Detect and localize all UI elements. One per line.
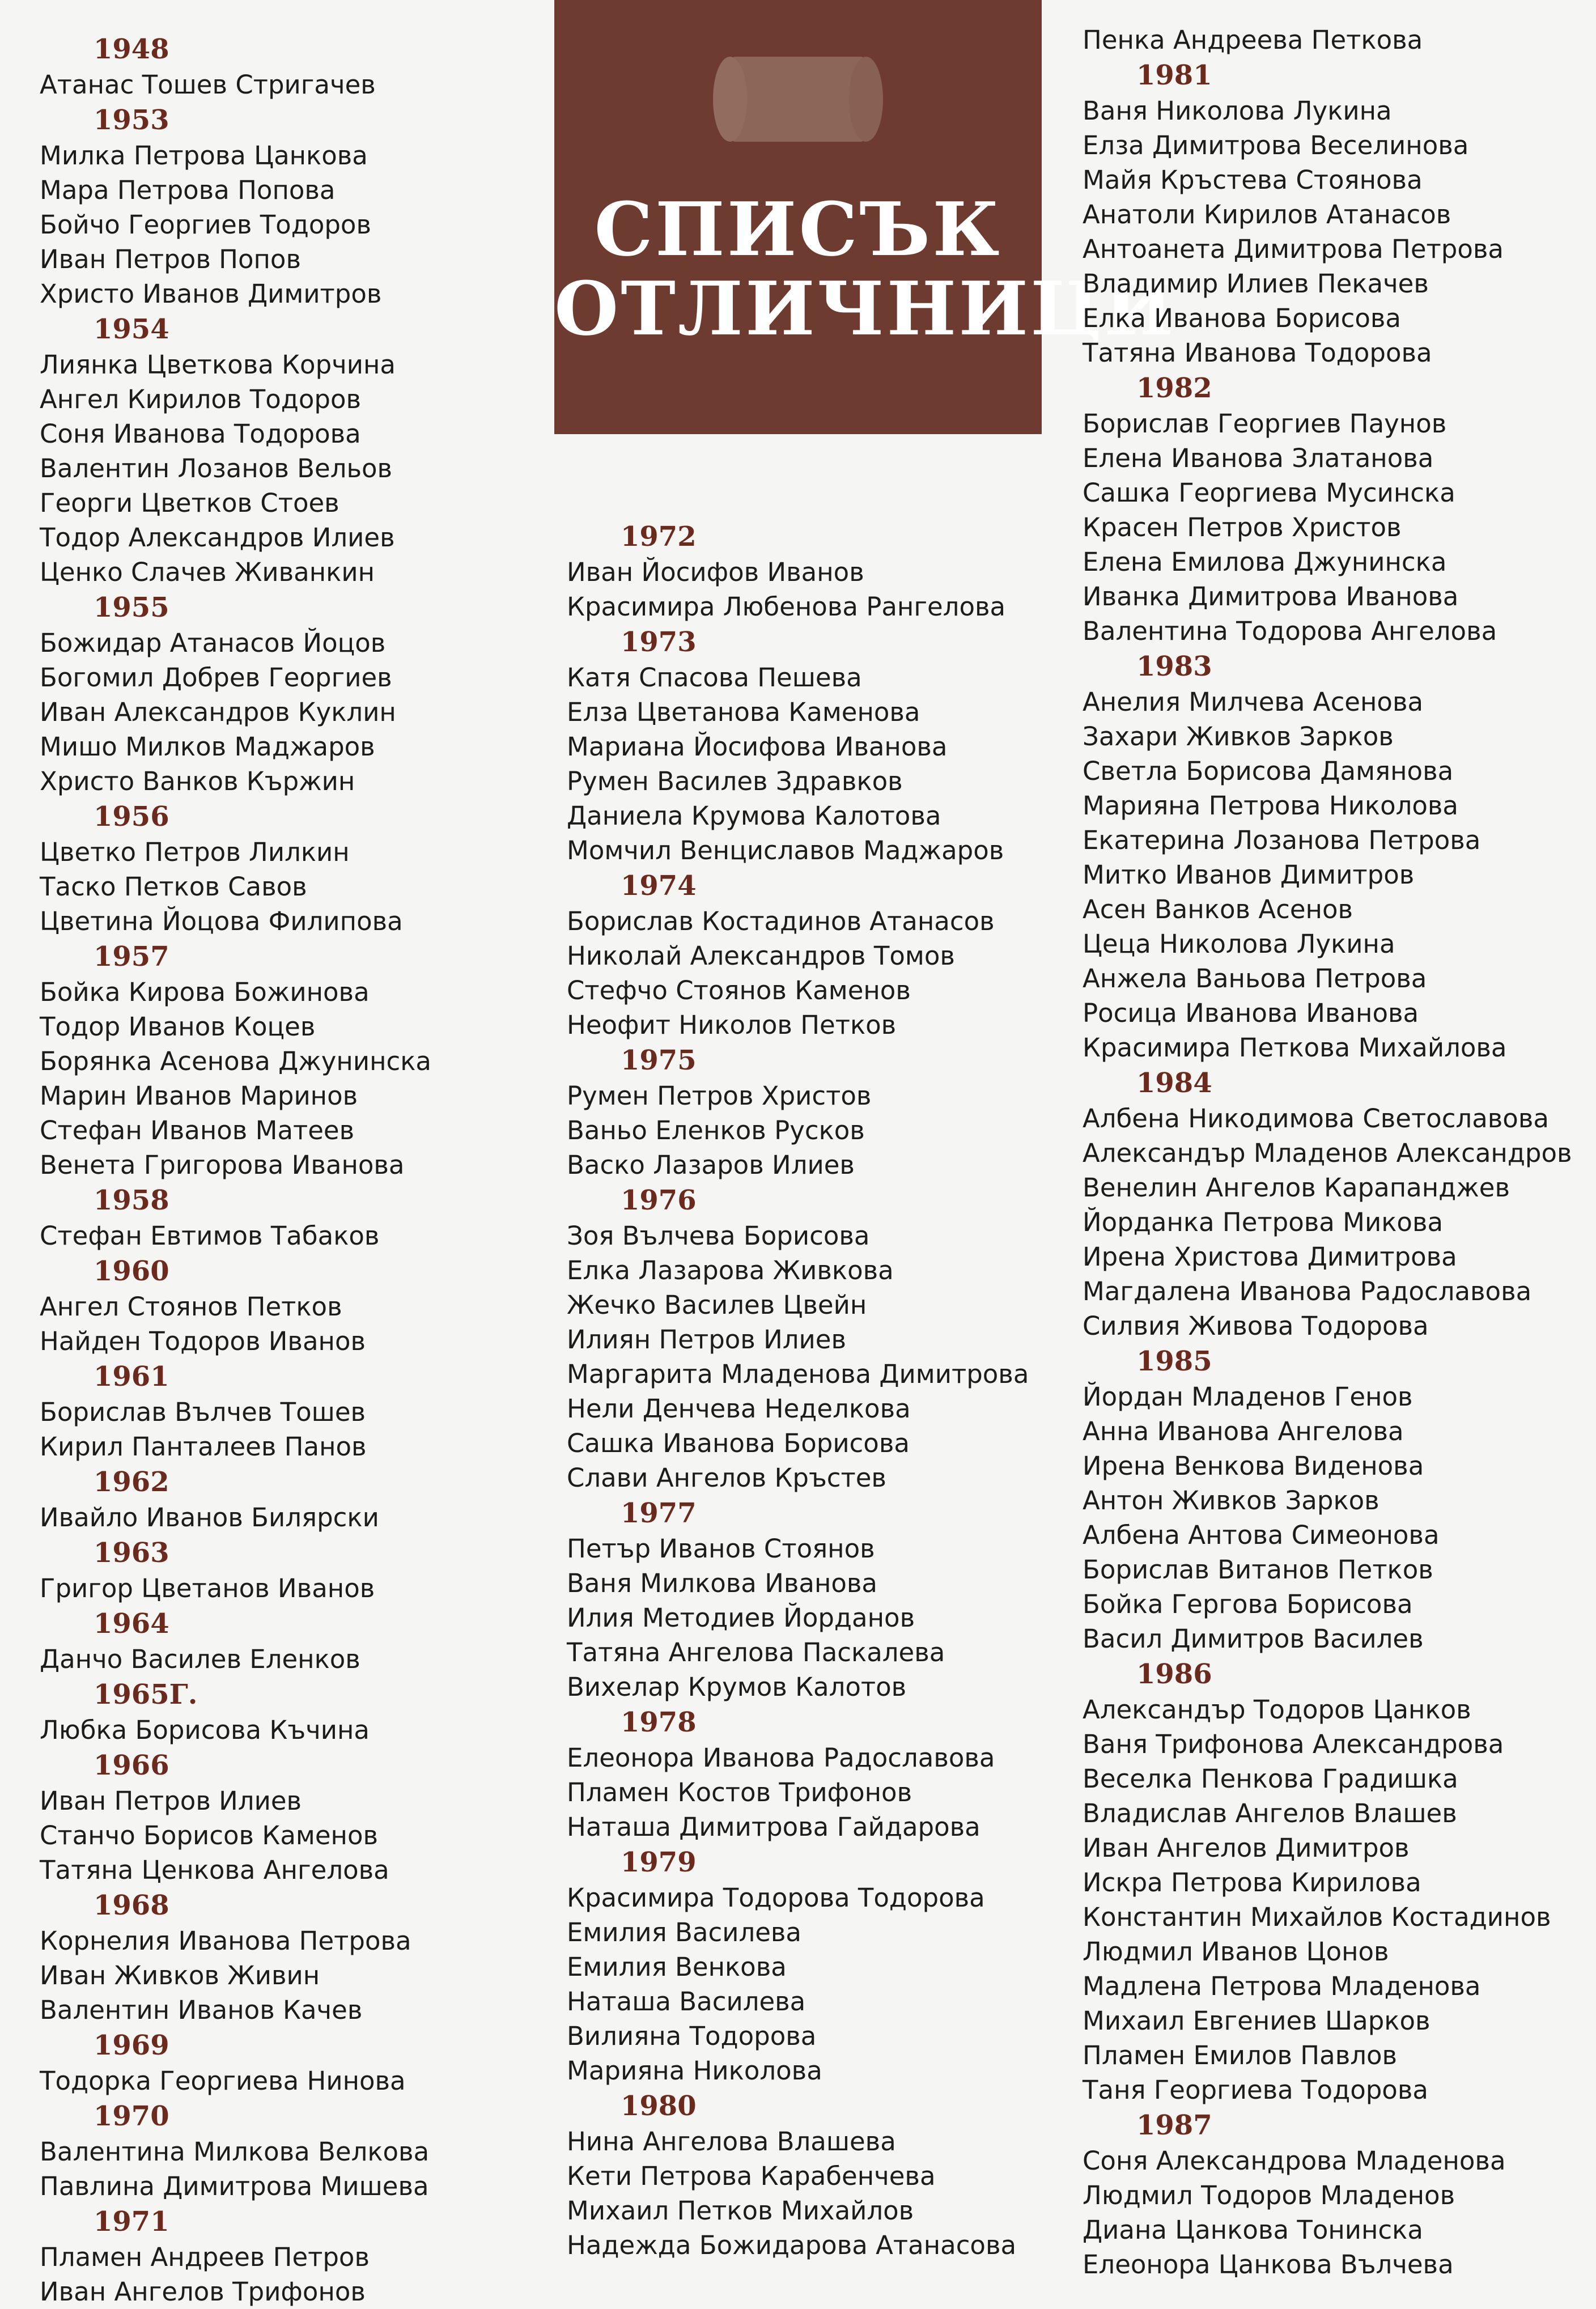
student-name: Ангел Стоянов Петков: [40, 1292, 342, 1322]
student-name: Цветко Петров Лилкин: [40, 837, 350, 867]
student-name: Бойка Кирова Божинова: [40, 977, 370, 1007]
student-name: Мадлена Петрова Младенова: [1083, 1971, 1481, 2001]
year-heading: 1966: [94, 1750, 169, 1781]
student-name: Александър Младенов Александров: [1083, 1138, 1572, 1168]
year-heading: 1948: [94, 33, 169, 65]
student-name: Елза Цветанова Каменова: [567, 697, 920, 727]
student-name: Силвия Живова Тодорова: [1083, 1311, 1429, 1341]
year-group: [1083, 2107, 1581, 2282]
student-name: Слави Ангелов Кръстев: [567, 1463, 886, 1493]
year-group: [40, 102, 550, 311]
year-heading: 1964: [94, 1608, 169, 1640]
student-name: Петър Иванов Стоянов: [567, 1534, 875, 1564]
year-heading: 1961: [94, 1361, 169, 1393]
student-name: Митко Иванов Димитров: [1083, 860, 1415, 890]
student-name: Людмил Тодоров Младенов: [1083, 2180, 1455, 2210]
student-name: Надежда Божидарова Атанасова: [567, 2230, 1017, 2260]
year-group: [40, 31, 550, 102]
year-heading: 1979: [621, 1847, 697, 1878]
student-name: Константин Михайлов Костадинов: [1083, 1902, 1551, 1932]
student-name: Анна Иванова Ангелова: [1083, 1416, 1404, 1446]
student-name: Борислав Георгиев Паунов: [1083, 409, 1447, 439]
student-name: Вилияна Тодорова: [567, 2021, 817, 2051]
year-group: [40, 2098, 550, 2204]
year-group: [1083, 1656, 1581, 2107]
student-name: Цеца Николова Лукина: [1083, 929, 1395, 959]
student-name: Ваня Николова Лукина: [1083, 96, 1392, 126]
student-name: Владислав Ангелов Влашев: [1083, 1798, 1457, 1828]
year-group: [40, 799, 550, 939]
year-heading: 1971: [94, 2206, 169, 2238]
student-name: Павлина Димитрова Мишева: [40, 2171, 429, 2201]
student-name: Стефан Иванов Матеев: [40, 1115, 355, 1145]
year-group: [567, 1495, 1066, 1704]
student-name: Светла Борисова Дамянова: [1083, 756, 1454, 786]
student-name: Красимира Любенова Рангелова: [567, 592, 1006, 622]
student-name: Румен Василев Здравков: [567, 766, 903, 796]
student-name: Антоанета Димитрова Петрова: [1083, 234, 1504, 264]
student-name: Лиянка Цветкова Корчина: [40, 350, 396, 380]
student-name: Магдалена Иванова Радославова: [1083, 1276, 1532, 1306]
student-name: Владимир Илиев Пекачев: [1083, 269, 1429, 299]
year-group: [40, 589, 550, 799]
year-group: [40, 1253, 550, 1359]
year-heading: 1976: [621, 1185, 697, 1216]
student-name: Валентина Тодорова Ангелова: [1083, 616, 1497, 646]
student-name: Пламен Андреев Петров: [40, 2242, 370, 2272]
year-group: [40, 1606, 550, 1676]
student-name: Ваньо Еленков Русков: [567, 1115, 865, 1145]
student-name: Ваня Милкова Иванова: [567, 1568, 877, 1598]
year-heading: 1987: [1136, 2109, 1212, 2141]
year-heading: 1977: [621, 1497, 697, 1529]
student-name: Стефан Евтимов Табаков: [40, 1221, 380, 1251]
student-name: Мариана Йосифова Иванова: [567, 732, 948, 762]
student-name: Валентина Милкова Велкова: [40, 2137, 430, 2167]
year-group: [567, 2088, 1066, 2263]
student-name: Марияна Петрова Николова: [1083, 791, 1459, 821]
student-name: Георги Цветков Стоев: [40, 488, 339, 518]
student-name: Тодор Иванов Коцев: [40, 1012, 316, 1042]
student-name: Елеонора Цанкова Вълчева: [1083, 2249, 1454, 2280]
student-name: Пламен Емилов Павлов: [1083, 2040, 1398, 2070]
student-name: Стефчо Стоянов Каменов: [567, 975, 911, 1005]
student-name: Данчо Василев Еленков: [40, 1644, 360, 1674]
student-name: Зоя Вълчева Борисова: [567, 1221, 870, 1251]
student-name: Анелия Милчева Асенова: [1083, 687, 1424, 717]
student-name: Елка Иванова Борисова: [1083, 303, 1401, 333]
student-name: Иван Йосифов Иванов: [567, 557, 864, 587]
student-name: Борислав Вълчев Тошев: [40, 1397, 366, 1427]
year-group: [567, 868, 1066, 1042]
student-name: Красимира Петкова Михайлова: [1083, 1033, 1507, 1063]
student-name: Татяна Иванова Тодорова: [1083, 338, 1432, 368]
year-heading: 1983: [1136, 651, 1212, 682]
student-name: Диана Цанкова Тонинска: [1083, 2215, 1423, 2245]
student-name: Катя Спасова Пешева: [567, 663, 862, 693]
student-name: Кети Петрова Карабенчева: [567, 2161, 936, 2191]
year-group: [40, 1464, 550, 1535]
student-name: Иван Ангелов Трифонов: [40, 2277, 366, 2307]
year-heading: 1962: [94, 1466, 169, 1498]
student-name: Росица Иванова Иванова: [1083, 998, 1419, 1028]
year-group: [1083, 1065, 1581, 1343]
year-group: [40, 2027, 550, 2098]
year-heading: 1982: [1136, 372, 1212, 404]
year-group: [1083, 370, 1581, 648]
student-name: Васил Димитров Василев: [1083, 1624, 1424, 1654]
student-name: Бойка Гергова Борисова: [1083, 1589, 1413, 1619]
student-name: Божидар Атанасов Йоцов: [40, 628, 386, 658]
student-name: Сашка Георгиева Мусинска: [1083, 478, 1455, 508]
student-name: Александър Тодоров Цанков: [1083, 1695, 1471, 1725]
year-heading: 1984: [1136, 1067, 1212, 1099]
student-name: Николай Александров Томов: [567, 941, 955, 971]
student-name: Екатерина Лозанова Петрова: [1083, 825, 1481, 855]
column-right: [1083, 0, 1581, 2282]
year-heading: 1955: [94, 592, 169, 623]
student-name: Иван Петров Попов: [40, 244, 301, 274]
student-name: Венета Григорова Иванова: [40, 1150, 405, 1180]
student-name: Борянка Асенова Джунинска: [40, 1046, 431, 1076]
year-heading: 1954: [94, 313, 169, 345]
year-heading: 1975: [621, 1045, 697, 1076]
student-name: Ивайло Иванов Билярски: [40, 1502, 379, 1533]
student-name: Ценко Слачев Живанкин: [40, 557, 375, 587]
student-name: Захари Живков Зарков: [1083, 721, 1394, 752]
year-group: [40, 2204, 550, 2309]
student-name: Иван Петров Илиев: [40, 1786, 302, 1816]
student-name: Емилия Василева: [567, 1917, 801, 1947]
student-name: Борислав Костадинов Атанасов: [567, 906, 995, 936]
student-name: Йордан Младенов Генов: [1083, 1382, 1413, 1412]
student-name: Момчил Венциславов Маджаров: [567, 835, 1004, 865]
year-heading: 1985: [1136, 1345, 1212, 1377]
student-name: Атанас Тошев Стригачев: [40, 70, 376, 100]
year-group: [40, 1887, 550, 2027]
student-name: Емилия Венкова: [567, 1952, 787, 1982]
student-name: Ваня Трифонова Александрова: [1083, 1729, 1504, 1759]
student-name: Таско Петков Савов: [40, 872, 307, 902]
year-group: [1083, 1343, 1581, 1656]
student-name: Елена Иванова Златанова: [1083, 443, 1434, 473]
student-name: Венелин Ангелов Карапанджев: [1083, 1173, 1510, 1203]
student-name: Бойчо Георгиев Тодоров: [40, 210, 371, 240]
student-name: Илиян Петров Илиев: [567, 1325, 847, 1355]
student-name: Тодорка Георгиева Нинова: [40, 2066, 406, 2096]
student-name: Иванка Димитрова Иванова: [1083, 582, 1459, 612]
student-name: Таня Георгиева Тодорова: [1083, 2075, 1428, 2105]
student-name: Елка Лазарова Живкова: [567, 1255, 894, 1285]
student-name: Антон Живков Зарков: [1083, 1485, 1379, 1516]
student-name: Михаил Евгениев Шарков: [1083, 2006, 1431, 2036]
student-name: Людмил Иванов Цонов: [1083, 1937, 1389, 1967]
student-name: Христо Ванков Кържин: [40, 766, 355, 796]
student-name: Васко Лазаров Илиев: [567, 1150, 855, 1180]
student-name: Жечко Василев Цвейн: [567, 1290, 867, 1320]
student-name: Христо Иванов Димитров: [40, 279, 382, 309]
year-heading: 1957: [94, 941, 169, 973]
student-name: Анжела Ваньова Петрова: [1083, 964, 1427, 994]
year-group: [567, 1042, 1066, 1182]
student-name: Румен Петров Христов: [567, 1081, 872, 1111]
year-group: [567, 519, 1066, 624]
student-name: Красен Петров Христов: [1083, 512, 1402, 542]
student-name: Михаил Петков Михайлов: [567, 2196, 914, 2226]
student-name: Валентин Лозанов Вельов: [40, 453, 393, 483]
year-heading: 1972: [621, 521, 697, 553]
banner-title-line2: ОТЛИЧНИЦИ: [554, 265, 1176, 352]
student-name: Богомил Добрев Георгиев: [40, 663, 392, 693]
year-heading: 1986: [1136, 1658, 1212, 1690]
student-name: Маргарита Младенова Димитрова: [567, 1359, 1029, 1389]
year-heading: 1963: [94, 1537, 169, 1569]
student-name: Валентин Иванов Качев: [40, 1995, 363, 2025]
student-name: Веселка Пенкова Градишка: [1083, 1764, 1458, 1794]
student-name: Красимира Тодорова Тодорова: [567, 1883, 985, 1913]
student-name: Елеонора Иванова Радославова: [567, 1743, 995, 1773]
student-name: Корнелия Иванова Петрова: [40, 1926, 411, 1956]
student-name: Станчо Борисов Каменов: [40, 1820, 378, 1850]
year-heading: 1970: [94, 2100, 169, 2132]
student-name: Любка Борисова Къчина: [40, 1715, 370, 1745]
student-name: Борислав Витанов Петков: [1083, 1555, 1433, 1585]
year-group: [567, 1844, 1066, 2088]
student-name: Мишо Милков Маджаров: [40, 732, 375, 762]
student-name: Пламен Костов Трифонов: [567, 1777, 912, 1807]
student-name: Пенка Андреева Петкова: [1083, 25, 1423, 55]
student-name: Найден Тодоров Иванов: [40, 1326, 366, 1356]
student-name: Сашка Иванова Борисова: [567, 1428, 910, 1458]
year-group: [40, 1747, 550, 1887]
student-name: Григор Цветанов Иванов: [40, 1573, 375, 1603]
student-name: Нели Денчева Неделкова: [567, 1394, 911, 1424]
student-name: Илия Методиев Йорданов: [567, 1603, 915, 1633]
student-name: Наташа Димитрова Гайдарова: [567, 1812, 980, 1842]
year-heading: 1973: [621, 626, 697, 658]
student-name: Елена Емилова Джунинска: [1083, 547, 1447, 577]
year-heading: 1968: [94, 1890, 169, 1921]
year-group: [567, 1182, 1066, 1495]
student-name: Нина Ангелова Влашева: [567, 2127, 896, 2157]
student-name: Албена Никодимова Светославова: [1083, 1103, 1549, 1134]
year-heading: 1978: [621, 1707, 697, 1738]
student-name: Соня Иванова Тодорова: [40, 419, 361, 449]
year-group: [40, 1359, 550, 1464]
student-name: Даниела Крумова Калотова: [567, 801, 941, 831]
student-name: Тодор Александров Илиев: [40, 523, 395, 553]
student-name: Вихелар Крумов Калотов: [567, 1672, 907, 1702]
year-heading: 1969: [94, 2030, 169, 2061]
student-name: Марин Иванов Маринов: [40, 1081, 358, 1111]
year-group: [40, 1535, 550, 1606]
student-name: Ангел Кирилов Тодоров: [40, 384, 362, 414]
student-name: Татяна Ценкова Ангелова: [40, 1855, 389, 1885]
year-group: [567, 1704, 1066, 1844]
year-heading: 1958: [94, 1185, 169, 1216]
year-heading: 1960: [94, 1255, 169, 1287]
student-name: Анатоли Кирилов Атанасов: [1083, 200, 1451, 230]
year-heading: 1981: [1136, 60, 1212, 91]
column-middle: [567, 0, 1066, 2263]
year-group: [40, 939, 550, 1182]
year-heading: 1980: [621, 2090, 697, 2122]
student-name: Наташа Василева: [567, 1987, 806, 2017]
student-name: Елза Димитрова Веселинова: [1083, 130, 1469, 160]
student-name: Мара Петрова Попова: [40, 175, 336, 205]
year-group: [40, 1676, 550, 1747]
student-name: Марияна Николова: [567, 2056, 822, 2086]
student-name: Ирена Христова Димитрова: [1083, 1242, 1457, 1272]
student-name: Татяна Ангелова Паскалева: [567, 1637, 945, 1667]
year-group: [40, 311, 550, 589]
column-left: [40, 0, 550, 2309]
year-group: [40, 1182, 550, 1253]
year-group: [567, 624, 1066, 868]
student-name: Неофит Николов Петков: [567, 1010, 897, 1040]
year-group: [1083, 648, 1581, 1065]
student-name: Иван Ангелов Димитров: [1083, 1833, 1410, 1863]
student-name: Цветина Йоцова Филипова: [40, 906, 403, 936]
student-name: Албена Антова Симеонова: [1083, 1520, 1440, 1550]
student-name: Искра Петрова Кирилова: [1083, 1867, 1421, 1898]
student-name: Йорданка Петрова Микова: [1083, 1207, 1444, 1237]
student-name: Соня Александрова Младенова: [1083, 2146, 1506, 2176]
student-name: Иван Живков Живин: [40, 1960, 320, 1990]
student-name: Майя Кръстева Стоянова: [1083, 165, 1423, 195]
year-heading: 1965Г.: [94, 1679, 198, 1710]
student-name: Кирил Панталеев Панов: [40, 1432, 367, 1462]
student-name: Ирена Венкова Виденова: [1083, 1451, 1424, 1481]
student-name: Милка Петрова Цанкова: [40, 141, 368, 171]
banner-title-line1: СПИСЪК: [594, 186, 1002, 273]
student-name: Иван Александров Куклин: [40, 697, 396, 727]
year-heading: 1953: [94, 104, 169, 136]
year-heading: 1956: [94, 801, 169, 833]
year-heading: 1974: [621, 870, 697, 902]
year-group: [1083, 57, 1581, 370]
student-name: Асен Ванков Асенов: [1083, 894, 1353, 924]
